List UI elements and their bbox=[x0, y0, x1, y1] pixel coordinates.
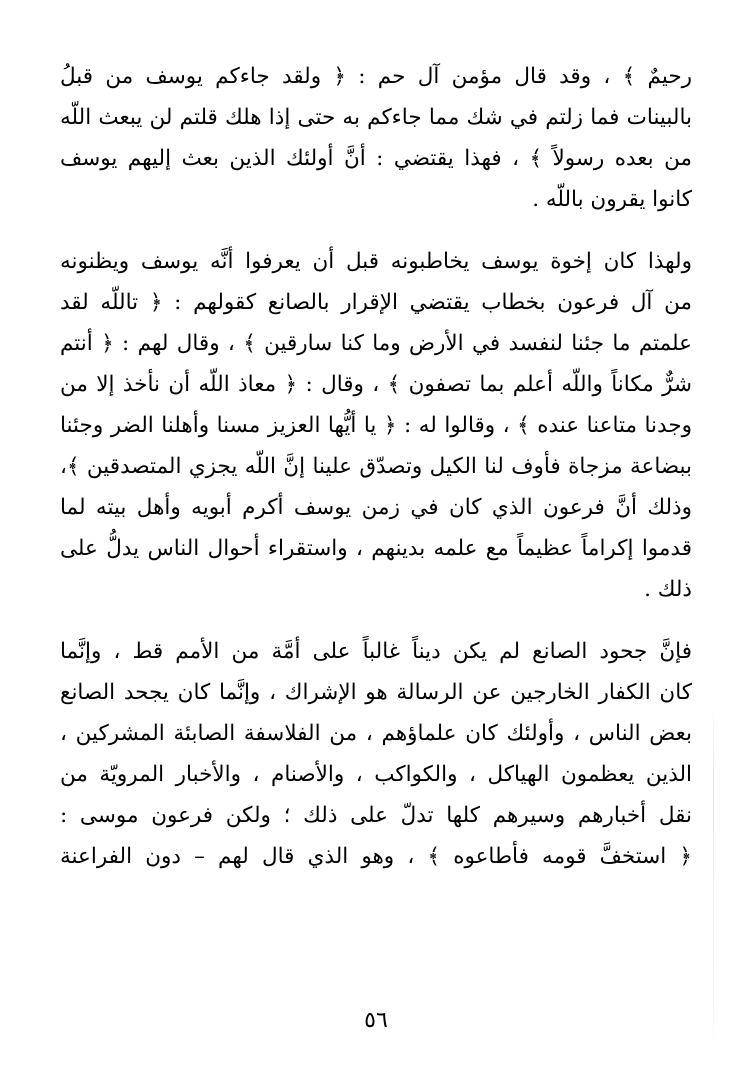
text-line: نقل أخبارهم وسيرهم كلها تدلّ على ذلك ؛ ولكن فرعون موسى : bbox=[60, 803, 692, 828]
text-line: ببضاعة مزجاة فأوف لنا الكيل وتصدّق علينا إنَّ اللّه يجزي المتصدقين ﴾، bbox=[60, 454, 692, 479]
text-line: رحيمٌ ﴾ ، وقد قال مؤمن آل حم : ﴿ ولقد جاءكم يوسف من قبلُ bbox=[60, 64, 692, 89]
text-line: كان الكفار الخارجين عن الرسالة هو الإشراك ، وإنَّما كان يجحد الصانع bbox=[60, 680, 692, 705]
text-line: ولهذا كان إخوة يوسف يخاطبونه قبل أن يعرفوا أنَّه يوسف ويظنونه bbox=[60, 249, 692, 274]
text-line: قدموا إكراماً عظيماً مع علمه بدينهم ، واستقراء أحوال الناس يدلُّ على bbox=[60, 536, 692, 561]
text-line: وذلك أنَّ فرعون الذي كان في زمن يوسف أكرم أبويه وأهل بيته لما bbox=[60, 495, 692, 520]
text-line: شرٌّ مكاناً واللّه أعلم بما تصفون ﴾ ، وقال : ﴿ معاذ اللّه أن نأخذ إلا من bbox=[60, 372, 692, 397]
paragraph-3 bbox=[60, 631, 692, 877]
text-line: فإنَّ جحود الصانع لم يكن ديناً غالباً على أمَّة من الأمم قط ، وإنَّما bbox=[60, 639, 692, 664]
text-line: الذين يعظمون الهياكل ، والكواكب ، والأصنام ، والأخبار المرويّة من bbox=[60, 762, 692, 787]
page-body bbox=[60, 56, 692, 877]
text-line: ﴿ استخفَّ قومه فأطاعوه ﴾ ، وهو الذي قال لهم – دون الفراعنة bbox=[60, 844, 692, 869]
text-line: من آل فرعون بخطاب يقتضي الإقرار بالصانع كقولهم : ﴿ تاللّه لقد bbox=[60, 290, 692, 315]
text-line: علمتم ما جئنا لنفسد في الأرض وما كنا سارقين ﴾ ، وقال لهم : ﴿ أنتم bbox=[60, 331, 692, 356]
page-number: ٥٦ bbox=[364, 1008, 388, 1033]
text-line: من بعده رسولاً ﴾ ، فهذا يقتضي : أنَّ أولئك الذين بعث إليهم يوسف bbox=[60, 146, 692, 171]
text-line: وجدنا متاعنا عنده ﴾ ، وقالوا له : ﴿ يا أيُّها العزيز مسنا وأهلنا الضر وجئنا bbox=[60, 413, 692, 438]
page-edge-shadow bbox=[713, 700, 714, 1060]
paragraph-1 bbox=[60, 56, 692, 220]
text-line: بعض الناس ، وأولئك كان علماؤهم ، من الفلاسفة الصابئة المشركين ، bbox=[60, 721, 692, 746]
text-line: كانوا يقرون باللّه . bbox=[532, 187, 692, 212]
text-line: بالبينات فما زلتم في شك مما جاءكم به حتى إذا هلك قلتم لن يبعث اللّه bbox=[60, 105, 692, 130]
paragraph-2 bbox=[60, 241, 692, 610]
text-line: ذلك . bbox=[644, 577, 692, 602]
